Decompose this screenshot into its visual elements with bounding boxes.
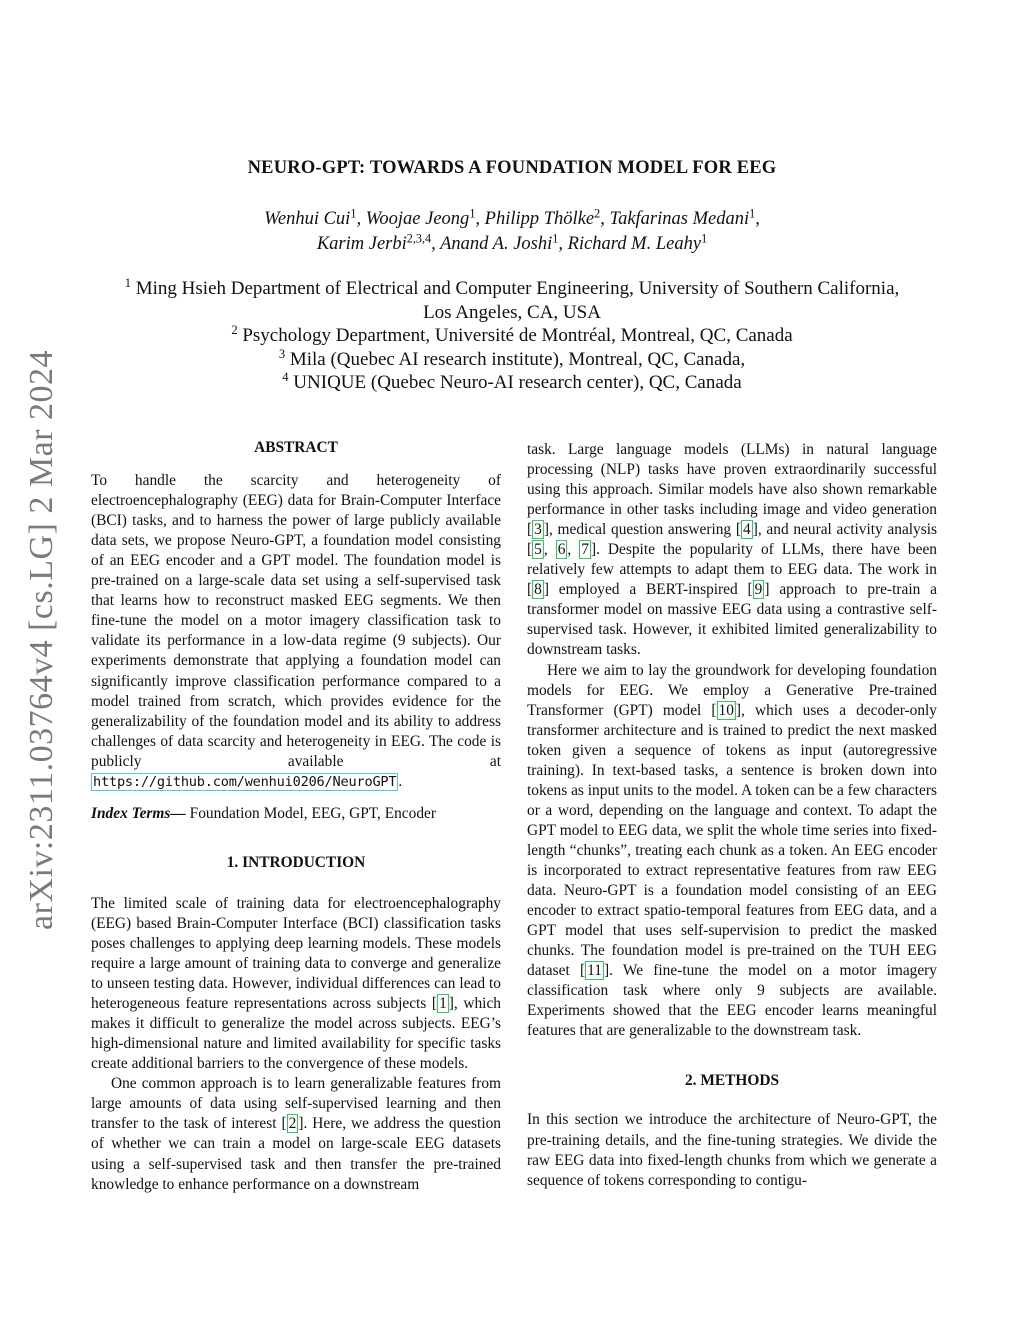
author-name: Anand A. Joshi: [440, 234, 553, 254]
affiliation-1: $^1$ Ming Hsieh Department of Electrical and Computer Engineering, University of Southern California,: [124, 276, 900, 299]
affiliation-3: $^3$ Mila (Quebec AI research institute), Montreal, QC, Canada,: [278, 346, 746, 370]
intro-paragraph-2: One common approach is to learn generalizable features from large amounts of data using self-supervised learning and then transfer to the task of interest [ 2 ]. Here, we address the question of whether we can train a model on large-scale EEG datasets using a self-supervised task and then transfer the pre-trained knowledge to enhance performance on a downstream: [91, 1075, 501, 1193]
author-name: Takfarinas Medani: [609, 209, 750, 229]
intro-heading: 1. INTRODUCTION: [226, 853, 366, 871]
author-name: Wenhui Cui: [264, 209, 351, 229]
left-column: [91, 438, 501, 1195]
intro-paragraph-3: Here we aim to lay the groundwork for developing foundation models for EEG. We employ a Generative Pre-trained Transformer (GPT) model [ 10 ], which uses a decoder-only transformer architecture and is trained to predict the next masked token given a sequence of tokens as input (autoregressive training). In text-based tasks, a sentence is broken down into tokens as input units to the model. A token can be a few characters or a word, depending on the language and context. To adapt the GPT model to EEG data, we split the whole time series into fixed-length “chunks”, treating each chunk as a token. An EEG encoder is incorporated to extract representative features from raw EEG data. Neuro-GPT is a foundation model consisting of an EEG encoder to extract spatio-temporal features from EEG data, and a GPT model that uses self-supervision to predict the masked chunks. The foundation model is pre-trained on the TUH EEG dataset [ 11 ]. We fine-tune the model on a motor imagery classification task where only 9 subjects are available. Experiments showed that the EEG encoder learns meaningful features that are generalizable to the downstream task.: [527, 661, 937, 1040]
author-list: Wenhui Cui$^1$, Woojae Jeong$^1$, Philipp Thölke$^2$, Takfarinas Medani$^1$, Karim Jerbi$^{2,3,4}$, Anand A. Joshi$^1$, Richard M. Leahy$^1$: [264, 206, 760, 254]
citation-link[interactable]: 2: [288, 1115, 297, 1133]
affiliations: [0, 277, 1024, 395]
arxiv-stamp: arXiv:2311.03764v4 [cs.LG] 2 Mar 2024: [23, 349, 60, 931]
author-name: Woojae Jeong: [365, 209, 470, 229]
affiliation-1-line2: Los Angeles, CA, USA: [423, 301, 601, 323]
methods-paragraph-1: In this section we introduce the architecture of Neuro-GPT, the pre-training details, and the fine-tuning strategies. We divide the raw EEG data into fixed-length chunks from which we generate a sequence of tokens corresponding to contigu-: [527, 1111, 937, 1189]
citation-link[interactable]: 4: [743, 521, 751, 539]
citation-link[interactable]: 11: [587, 962, 602, 980]
citation-link[interactable]: 5: [534, 541, 542, 559]
paper-title: NEURO-GPT: TOWARDS A FOUNDATION MODEL FOR EEG: [247, 158, 777, 178]
affiliation-4: $^4$ UNIQUE (Quebec Neuro-AI research center), QC, Canada: [282, 370, 742, 393]
citation-link[interactable]: 9: [754, 581, 763, 599]
abstract-text: To handle the scarcity and heterogeneity of electroencephalography (EEG) data for Brain-Computer Interface (BCI) tasks, and to harness the power of large publicly available data sets, we propose Neuro-GPT, a foundation model consisting of an EEG encoder and a GPT model. The foundation model is pre-trained on a large-scale data set using a self-supervised task that learns how to reconstruct masked EEG segments. We then fine-tune the model on a motor imagery classification task to validate its performance in a low-data regime (9 subjects). Our experiments demonstrate that applying a foundation model can significantly improve classification performance compared to a model trained from scratch, which provides evidence for the generalizability of the foundation model and its ability to address challenges of data scarcity and heterogeneity in EEG. The code is publicly available at https://github.com/wenhui0206/NeuroGPT .: [91, 472, 501, 790]
abstract-heading: ABSTRACT: [254, 439, 338, 456]
citation-link[interactable]: 7: [581, 541, 589, 559]
affiliation-2: $^2$ Psychology Department, Université de Montréal, Montreal, QC, Canada: [231, 323, 793, 346]
right-column: [527, 440, 937, 1191]
citation-link[interactable]: 3: [534, 521, 542, 539]
citation-link[interactable]: 1: [439, 995, 447, 1013]
code-link[interactable]: https://github.com/wenhui0206/NeuroGPT: [93, 773, 397, 790]
citation-link[interactable]: 8: [534, 581, 542, 599]
author-name: Philipp Thölke: [484, 209, 595, 229]
intro-paragraph-2-cont: task. Large language models (LLMs) in natural language processing (NLP) tasks have proven extraordinarily successful using this approach. Similar models have also shown remarkable performance in other tasks including image and video generation [ 3 ], medical question answering [ 4 ], and neural activity analysis [ 5 , 6 , 7 ]. Despite the popularity of LLMs, there have been relatively few attempts to adapt them to EEG data. The work in [ 8 ] employed a BERT-inspired [ 9 ] approach to pre-train a transformer model on massive EEG data using a contrastive self-supervised task. However, it exhibited limited generalizability to downstream tasks.: [527, 441, 938, 659]
author-name: Richard M. Leahy: [567, 234, 702, 254]
methods-heading: 2. METHODS: [684, 1072, 780, 1090]
intro-paragraph-1: The limited scale of training data for electroencephalography (EEG) based Brain-Computer Interface (BCI) classification tasks poses challenges to applying deep learning models. These models require a large amount of training data to converge and generalize to unseen testing data. However, individual differences can lead to heterogeneous feature representations across subjects [ 1 ], which makes it difficult to generalize the model across subjects. EEG’s high-dimensional nature and limited availability for specific tasks create additional barriers to the convergence of these models.: [91, 894, 501, 1073]
citation-link[interactable]: 10: [718, 701, 734, 719]
author-name: Karim Jerbi: [316, 234, 407, 254]
index-terms: Index Terms— Foundation Model, EEG, GPT, Encoder: [91, 804, 436, 822]
citation-link[interactable]: 6: [557, 541, 566, 559]
